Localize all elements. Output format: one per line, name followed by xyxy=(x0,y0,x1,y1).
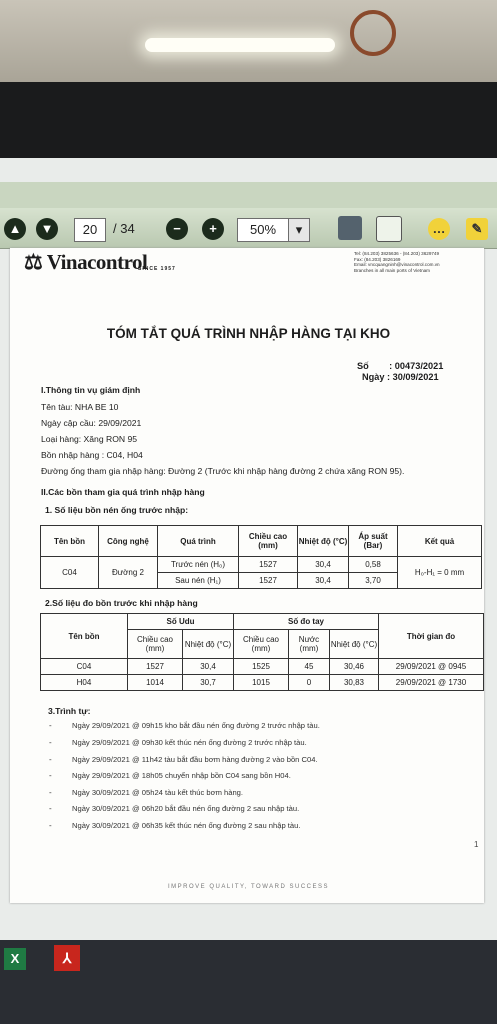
company-logo: ⚖ Vinacontrol xyxy=(24,250,148,274)
list-item: Ngày 29/09/2021 @ 11h42 tàu bắt đầu bơm hàng đường 2 vào bồn C04. xyxy=(72,755,318,764)
header-udu-height: Chiều cao (mm) xyxy=(128,630,183,659)
bullet: - xyxy=(49,738,52,747)
header-technology: Công nghệ xyxy=(99,526,158,557)
subsection-1-heading: 1. Số liệu bồn nén ống trước nhập: xyxy=(45,505,189,515)
footer-slogan: IMPROVE QUALITY, TOWARD SUCCESS xyxy=(168,884,329,890)
document-title: TÓM TẮT QUÁ TRÌNH NHẬP HÀNG TẠI KHO xyxy=(106,326,391,341)
subsection-3-heading: 3.Trình tự: xyxy=(48,706,91,716)
bullet: - xyxy=(49,721,52,730)
cell-manual-temp: 30,83 xyxy=(330,675,379,691)
header-udu-temp: Nhiệt độ (°C) xyxy=(183,630,234,659)
list-item: Ngày 30/09/2021 @ 05h24 tàu kết thúc bơm hàng. xyxy=(72,788,244,797)
header-temperature: Nhiệt độ (°C) xyxy=(298,526,349,557)
cell-pressure: 0,58 xyxy=(349,557,398,573)
cell-tank: C04 xyxy=(41,557,99,589)
header-manual-group: Số đo tay xyxy=(234,614,379,630)
pipeline-info: Đường ống tham gia nhập hàng: Đường 2 (Trước khi nhập hàng đường 2 chứa xăng RON 95). xyxy=(41,466,405,476)
pdf-reader-icon[interactable]: ⅄ xyxy=(54,945,80,971)
page-total: / 34 xyxy=(113,221,135,236)
header-height: Chiều cao (mm) xyxy=(239,526,298,557)
section-2-heading: II.Các bồn tham gia quá trình nhập hàng xyxy=(41,487,205,497)
cell-water: 45 xyxy=(289,659,330,675)
contact-block: Tel: (84.203) 3825636 - (84.203) 3629749 Fax: (84.203) 3826169 Email: vncquangninh@vinacontrol.com.vn Branches in all main ports of Vietnam xyxy=(354,251,440,273)
header-result: Kết quả xyxy=(398,526,482,557)
cell-water: 0 xyxy=(289,675,330,691)
cell-manual-height: 1015 xyxy=(234,675,289,691)
header-manual-temp: Nhiệt độ (°C) xyxy=(330,630,379,659)
monitor-bezel xyxy=(0,82,497,162)
cell-time: 29/09/2021 @ 1730 xyxy=(379,675,484,691)
cell-process: Trước nén (H₀) xyxy=(158,557,239,573)
doc-date: Ngày : 30/09/2021 xyxy=(362,372,439,382)
cell-height: 1527 xyxy=(239,557,298,573)
cell-pressure: 3,70 xyxy=(349,573,398,589)
cell-udu-temp: 30,4 xyxy=(183,659,234,675)
print-icon[interactable] xyxy=(338,216,362,240)
cell-time: 29/09/2021 @ 0945 xyxy=(379,659,484,675)
cell-udu-height: 1527 xyxy=(128,659,183,675)
cell-tank: H04 xyxy=(41,675,128,691)
bullet: - xyxy=(49,788,52,797)
comment-icon[interactable]: … xyxy=(428,218,450,240)
doc-number: Số : 00473/2021 xyxy=(357,361,444,371)
up-arrow-icon[interactable]: ▲ xyxy=(4,218,26,240)
header-udu-group: Số Udu xyxy=(128,614,234,630)
berth-date: Ngày cập cầu: 29/09/2021 xyxy=(41,418,142,428)
cell-manual-temp: 30,46 xyxy=(330,659,379,675)
zoom-select[interactable]: 50% xyxy=(237,218,289,242)
table-row xyxy=(41,675,484,691)
cell-height: 1527 xyxy=(239,573,298,589)
list-item: Ngày 30/09/2021 @ 06h20 bắt đầu nén ống đường 2 sau nhập tàu. xyxy=(72,804,300,813)
list-item: Ngày 29/09/2021 @ 18h05 chuyển nhập bồn C04 sang bồn H04. xyxy=(72,771,291,780)
logo-since: SINCE 1957 xyxy=(138,266,176,272)
cell-process: Sau nén (H₁) xyxy=(158,573,239,589)
excel-icon[interactable]: X xyxy=(4,948,26,970)
page-number-input[interactable]: 20 xyxy=(74,218,106,242)
edit-icon[interactable]: ✎ xyxy=(466,218,488,240)
bullet: - xyxy=(49,755,52,764)
header-time: Thời gian đo xyxy=(379,614,484,659)
cell-udu-height: 1014 xyxy=(128,675,183,691)
page-mark: 1 xyxy=(474,840,479,849)
header-pressure: Áp suất (Bar) xyxy=(349,526,398,557)
cell-technology: Đường 2 xyxy=(99,557,158,589)
tank-measurement-table xyxy=(40,613,484,691)
down-arrow-icon[interactable]: ▼ xyxy=(36,218,58,240)
import-tanks: Bồn nhập hàng : C04, H04 xyxy=(41,450,143,460)
ship-name: Tên tàu: NHA BE 10 xyxy=(41,402,119,412)
cargo-type: Loại hàng: Xăng RON 95 xyxy=(41,434,138,444)
cell-temperature: 30,4 xyxy=(298,573,349,589)
list-item: Ngày 29/09/2021 @ 09h30 kết thúc nén ống đường 2 trước nhập tàu. xyxy=(72,738,307,747)
cell-result: H₀-H₁ = 0 mm xyxy=(398,557,482,589)
header-tank: Tên bồn xyxy=(41,614,128,659)
cell-manual-height: 1525 xyxy=(234,659,289,675)
cell-tank: C04 xyxy=(41,659,128,675)
bullet: - xyxy=(49,821,52,830)
fit-page-icon[interactable] xyxy=(376,216,402,242)
cell-udu-temp: 30,7 xyxy=(183,675,234,691)
table-row xyxy=(41,659,484,675)
bullet: - xyxy=(49,804,52,813)
list-item: Ngày 30/09/2021 @ 06h35 kết thúc nén ống đường 2 sau nhập tàu. xyxy=(72,821,301,830)
wall-clock xyxy=(350,10,396,56)
header-water: Nước (mm) xyxy=(289,630,330,659)
pressure-test-table xyxy=(40,525,482,589)
list-item: Ngày 29/09/2021 @ 09h15 kho bắt đầu nén ống đường 2 trước nhập tàu. xyxy=(72,721,320,730)
minus-icon[interactable]: − xyxy=(166,218,188,240)
plus-icon[interactable]: + xyxy=(202,218,224,240)
bullet: - xyxy=(49,771,52,780)
subsection-2-heading: 2.Số liệu đo bồn trước khi nhập hàng xyxy=(45,598,198,608)
header-manual-height: Chiều cao (mm) xyxy=(234,630,289,659)
header-process: Quá trình xyxy=(158,526,239,557)
dropdown-icon[interactable]: ▾ xyxy=(288,218,310,242)
header-tank: Tên bồn xyxy=(41,526,99,557)
cell-temperature: 30,4 xyxy=(298,557,349,573)
section-1-heading: I.Thông tin vụ giám định xyxy=(41,385,141,395)
ceiling-lamp xyxy=(145,38,335,52)
